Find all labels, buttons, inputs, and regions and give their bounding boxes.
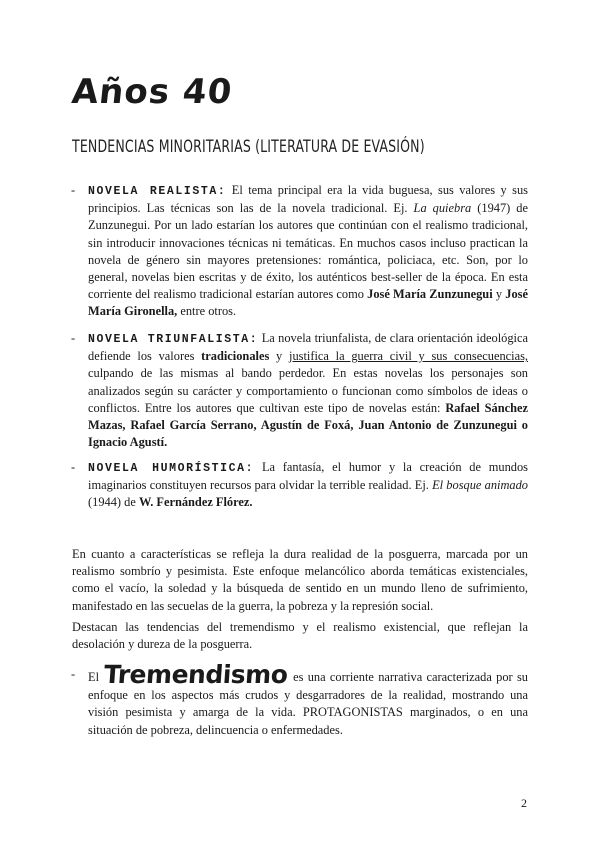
tremendismo-heading: Tremendismo [103, 660, 289, 689]
list-item-novela-triunfalista [71, 330, 529, 451]
item-text: La novela triunfalista, de clara orientación ideológica defiende los valores [88, 331, 528, 364]
list-dash: - [71, 331, 76, 345]
author-list: Rafael Sánchez Mazas, Rafael García Serrano, Agustín de Foxá, Juan Antonio de Zunzunegui o Ignacio Agustí. [88, 400, 528, 450]
list-item-novela-humoristica [71, 459, 528, 512]
item-text: culpando de las mismas al bando perdedor. En estas novelas los personajes son analizados según su carácter y comportamiento o funcionan como símbolos de ideas o conflictos. Entre los autores que cultivan este tipo de novelas están: [88, 366, 528, 415]
section-subtitle: TENDENCIAS MINORITARIAS (LITERATURA DE EVASIÓN) [72, 137, 425, 157]
item-text: La fantasía, el humor y la creación de mundos imaginarios constituyen recursos para olvidar la terrible realidad. Ej. [88, 460, 528, 493]
item-text: es una corriente narrativa caracterizada por su enfoque en los aspectos más crudos y desgarradores de la realidad, mostrando una visión pesimista y amarga de la vida. PROTAGONISTAS marginados, o en una situación de pobreza, delincuencia o enfermedades. [88, 670, 529, 737]
item-text: (1947) de Zunzunegui. Por un lado estarían los autores que continúan con el realismo tradicional, sin introducir innovaciones técnicas ni temáticas. En muchos casos incluso practican la novela de género sin mayores pretensiones: romántica, policiaca, etc. Son, por lo general, novelas bien escritas y de éxito, los auténticos best-seller de la época. En esta corriente del realismo tradicional estarían autores como [88, 201, 529, 302]
work-title: El bosque animado [432, 478, 528, 493]
item-text: El [88, 670, 104, 684]
list-item-tremendismo [71, 660, 529, 739]
item-text: y [492, 287, 506, 302]
item-text: entre otros. [177, 304, 237, 319]
list-dash: - [71, 667, 76, 681]
author-name: José María Gironella, [88, 287, 528, 319]
underlined-phrase: justifica la guerra civil y sus consecuencias, [289, 349, 529, 364]
list-dash: - [71, 460, 76, 474]
paragraph-caracteristicas: En cuanto a características se refleja la dura realidad de la posguerra, marcada por un realismo sombrío y pesimista. Este enfoque melancólico aborda temáticas existenciales, como el vacío, la soledad y la búsqueda de sentido en un mundo lleno de sufrimiento, manifestado en las secuelas de la guerra, la pobreza y la represión social. [72, 547, 528, 613]
item-keyword: NOVELA HUMORÍSTICA: [88, 462, 255, 475]
bold-term: tradicionales [201, 349, 270, 364]
paragraph-tendencias: Destacan las tendencias del tremendismo y el realismo existencial, que reflejan la desolación y dureza de la posguerra. [72, 620, 528, 652]
page-number: 2 [521, 796, 527, 810]
item-text: (1944) de [88, 495, 139, 510]
list-dash: - [71, 183, 76, 197]
item-text: El tema principal era la vida buguesa, sus valores y sus principios. Las técnicas son las de la novela tradicional. Ej. [88, 183, 528, 216]
page-title: Años 40 [69, 72, 235, 112]
author-name: W. Fernández Flórez. [138, 495, 253, 510]
item-text: y [269, 349, 289, 364]
work-title: La quiebra [413, 201, 472, 216]
item-keyword: NOVELA REALISTA: [88, 185, 227, 198]
author-name: José María Zunzunegui [367, 287, 493, 302]
list-item-novela-realista [71, 182, 529, 321]
item-keyword: NOVELA TRIUNFALISTA: [88, 333, 259, 346]
